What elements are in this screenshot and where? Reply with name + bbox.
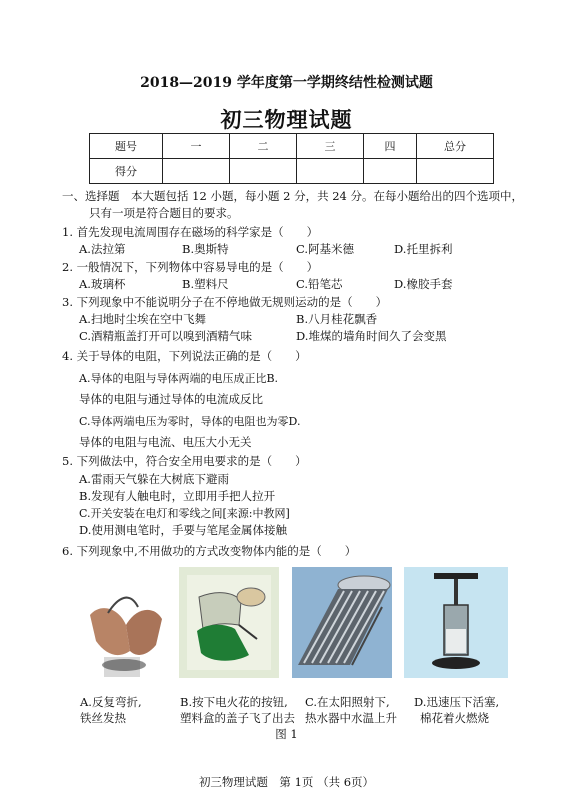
q5-option-b: B.发现有人触电时，立即用手把人拉开 bbox=[79, 489, 276, 503]
q1-option-d: D.托里拆利 bbox=[394, 242, 453, 256]
figure-label: 图 1 bbox=[275, 727, 298, 741]
score-cell: 一 bbox=[163, 134, 230, 159]
figure-caption-c: C.在太阳照射下, bbox=[305, 695, 390, 709]
q4-line-1: A.导体的电阻与导体两端的电压成正比B. bbox=[79, 372, 279, 385]
q4-line-4: 导体的电阻与电流、电压大小无关 bbox=[79, 435, 252, 449]
score-cell: 二 bbox=[230, 134, 297, 159]
q4-line-3: C.导体两端电压为零时，导体的电阻也为零D. bbox=[79, 415, 301, 428]
q1-option-b: B.奥斯特 bbox=[182, 242, 229, 256]
section-intro: 一、选择题 本大题包括 12 小题，每小题 2 分，共 24 分。在每小题给出的四个选项中， bbox=[62, 189, 524, 203]
q5-option-c: C.开关安装在电灯和零线之间[来源:中教网] bbox=[79, 507, 290, 520]
figure-caption-d: D.迅速压下活塞, bbox=[414, 695, 500, 709]
question-4-stem: 4. 关于导体的电阻，下列说法正确的是（ ） bbox=[62, 349, 307, 363]
bending-wire-hands-image bbox=[78, 567, 169, 678]
score-input-cell bbox=[297, 159, 364, 184]
figure-caption-a-cont: 铁丝发热 bbox=[80, 711, 126, 725]
score-input-cell bbox=[364, 159, 417, 184]
exam-subtitle: 初三物理试题 bbox=[220, 107, 353, 132]
exam-title: 2018—2019 学年度第一学期终结性检测试题 bbox=[140, 75, 433, 91]
piston-cylinder-image bbox=[404, 567, 508, 678]
score-cell: 得分 bbox=[90, 159, 163, 184]
spark-igniter-box-image bbox=[179, 567, 279, 678]
solar-water-heater-image bbox=[292, 567, 392, 678]
question-6-stem: 6. 下列现象中,不用做功的方式改变物体内能的是（ ） bbox=[62, 544, 357, 558]
q3-option-a: A.扫地时尘埃在空中飞舞 bbox=[79, 312, 206, 326]
question-5-stem: 5. 下列做法中，符合安全用电要求的是（ ） bbox=[62, 454, 307, 468]
score-table-header-row bbox=[90, 134, 494, 159]
score-table bbox=[89, 133, 494, 184]
figure-caption-d-cont: 棉花着火燃烧 bbox=[420, 711, 489, 725]
q4-line-2: 导体的电阻与通过导体的电流成反比 bbox=[79, 392, 263, 406]
q2-option-c: C.铅笔芯 bbox=[296, 277, 343, 291]
figure-caption-c-cont: 热水器中水温上升 bbox=[305, 711, 397, 725]
q2-option-b: B.塑料尺 bbox=[182, 277, 229, 291]
q1-option-a: A.法拉第 bbox=[79, 242, 126, 256]
question-1-stem: 1. 首先发现电流周围存在磁场的科学家是（ ） bbox=[62, 225, 319, 239]
q2-option-a: A.玻璃杯 bbox=[79, 277, 126, 291]
q3-option-d: D.堆煤的墙角时间久了会变黑 bbox=[296, 329, 447, 343]
score-input-cell bbox=[417, 159, 494, 184]
q2-option-d: D.橡胶手套 bbox=[394, 277, 453, 291]
score-cell: 总分 bbox=[417, 134, 494, 159]
score-input-cell bbox=[230, 159, 297, 184]
q3-option-b: B.八月桂花飘香 bbox=[296, 312, 378, 326]
q5-option-a: A.雷雨天气躲在大树底下避雨 bbox=[79, 472, 229, 486]
q3-option-c: C.酒精瓶盖打开可以嗅到酒精气味 bbox=[79, 329, 253, 343]
score-cell: 题号 bbox=[90, 134, 163, 159]
score-cell: 三 bbox=[297, 134, 364, 159]
score-input-cell bbox=[163, 159, 230, 184]
q5-option-d: D.使用测电笔时，手要与笔尾金属体接触 bbox=[79, 523, 287, 537]
figure-caption-b: B.按下电火花的按钮, bbox=[180, 695, 288, 709]
figure-caption-b-cont: 塑料盒的盖子飞了出去 bbox=[180, 711, 295, 725]
question-3-stem: 3. 下列现象中不能说明分子在不停地做无规则运动的是（ ） bbox=[62, 295, 388, 309]
q1-option-c: C.阿基米德 bbox=[296, 242, 355, 256]
score-table-score-row bbox=[90, 159, 494, 184]
figure-caption-a: A.反复弯折, bbox=[80, 695, 142, 709]
question-2-stem: 2. 一般情况下，下列物体中容易导电的是（ ） bbox=[62, 260, 319, 274]
section-intro-cont: 只有一项是符合题目的要求。 bbox=[89, 206, 239, 220]
score-cell: 四 bbox=[364, 134, 417, 159]
page-footer: 初三物理试题 第 1页 （共 6页） bbox=[198, 775, 375, 789]
